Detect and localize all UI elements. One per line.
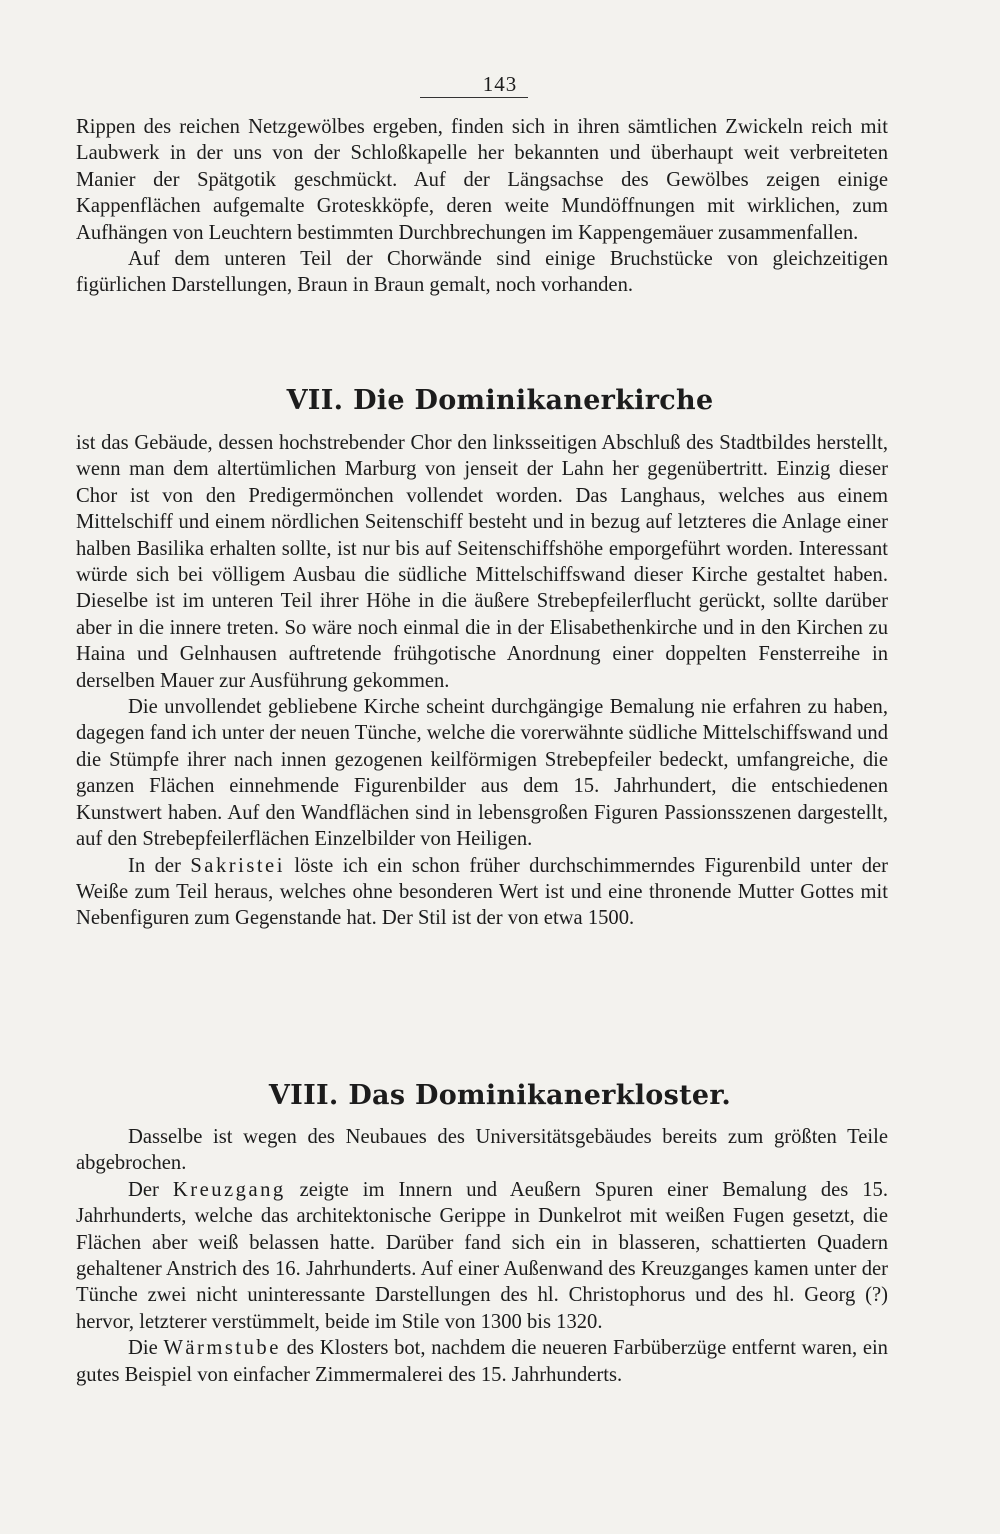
section-vii-text	[76, 430, 888, 932]
page-number-rule	[420, 97, 528, 98]
paragraph: ist das Gebäude, dessen hochstrebender Chor den linksseitigen Abschluß des Stadtbildes herstellt, wenn man dem altertümlichen Marburg von jenseit der Lahn her gegenübertritt. Einzig dieser Chor ist von den Predigermönchen vollendet worden. Das Langhaus, welches aus einem Mittelschiff und einem nördlichen Seitenschiff besteht und in bezug auf letzteres die Anlage einer halben Basilika erhalten sollte, ist nur bis auf Seitenschiffshöhe emporgeführt worden. Interessant würde sich bei völligem Ausbau die südliche Mittelschiffswand dieser Kirche gestaltet haben. Dieselbe ist im unteren Teil ihrer Höhe in die äußere Strebepfeilerflucht gerückt, sollte darüber aber in die innere treten. So wäre noch einmal die in der Elisabethenkirche und in den Kirchen zu Haina und Gelnhausen auftretende frühgotische Anordnung einer doppelten Fensterreihe in derselben Mauer zur Ausführung gekommen.	[76, 432, 888, 692]
paragraph-text: Die unvollendet gebliebene Kirche scheint durchgängige Bemalung nie erfahren zu haben, dagegen fand ich unter der neuen Tünche, welche die vorerwähnte südliche Mittelschiffswand und die Stümpfe ihrer nach innen gezogenen keilförmigen Strebepfeiler bedeckt, umfangreiche, die ganzen Flächen einnehmende Figurenbilder aus dem 15. Jahrhundert, die entschiedenen Kunstwert haben. Auf den Wandflächen sind in lebensgroßen Figuren Passionsszenen dargestellt, auf den Strebepfeilerflächen Einzelbilder von Heiligen.	[76, 696, 888, 851]
intro-text	[76, 114, 888, 299]
spaced-term: Wärmstube	[163, 1337, 281, 1360]
section-viii-text	[76, 1124, 888, 1388]
section-heading-vii: VII. Die Dominikanerkirche	[286, 385, 714, 416]
section-heading-viii: VIII. Das Dominikanerkloster.	[268, 1080, 732, 1111]
paragraph	[76, 694, 888, 852]
paragraph: Die Wärmstube des Klosters bot, nachdem die neueren Farbüberzüge entfernt waren, ein gutes Beispiel von einfacher Zimmermalerei des 15. Jahrhunderts.	[76, 1337, 888, 1386]
paragraph: Der Kreuzgang zeigte im Innern und Aeußern Spuren einer Bemalung des 15. Jahrhunderts, welche das architektonische Gerippe in Dunkelrot mit weißen Fugen gesetzt, die Flächen aber weiß belassen hatte. Darüber fand sich ein in blasseren, schattierten Quadern gehaltener Anstrich des 16. Jahrhunderts. Auf einer Außenwand des Kreuzganges kamen unter der Tünche zwei nicht uninteressante Darstellungen des hl. Christophorus und des hl. Georg (?) hervor, letzterer verstümmelt, beide im Stile von 1300 bis 1320.	[76, 1178, 888, 1333]
page-number: 143	[482, 72, 518, 96]
spaced-term: Kreuzgang	[172, 1178, 286, 1201]
paragraph: Rippen des reichen Netzgewölbes ergeben, finden sich in ihren sämtlichen Zwickeln reich mit Laubwerk in der uns von der Schloßkapelle her bekannten und überhaupt weit verbreiteten Manier der Spätgotik geschmückt. Auf der Längsachse des Gewölbes zeigen einige Kappenflächen aufgemalte Groteskköpfe, deren weite Mundöffnungen mit wirklichen, zum Aufhängen von Leuchtern bestimmten Durchbrechungen im Kappengemäuer zusammenfallen.	[76, 116, 888, 244]
paragraph: Auf dem unteren Teil der Chorwände sind einige Bruchstücke von gleichzeitigen figürlichen Darstellungen, Braun in Braun gemalt, noch vorhanden.	[76, 248, 888, 297]
paragraph: In der Sakristei löste ich ein schon früher durchschimmerndes Figurenbild unter der Weiße zum Teil heraus, welches ohne besonderen Wert ist und eine thronende Mutter Gottes mit Nebenfiguren zum Gegenstande hat. Der Stil ist der von etwa 1500.	[76, 854, 889, 930]
spaced-term: Sakristei	[190, 854, 285, 877]
paragraph: Dasselbe ist wegen des Neubaues des Universitätsgebäudes bereits zum größten Teile abgebrochen.	[76, 1126, 888, 1175]
